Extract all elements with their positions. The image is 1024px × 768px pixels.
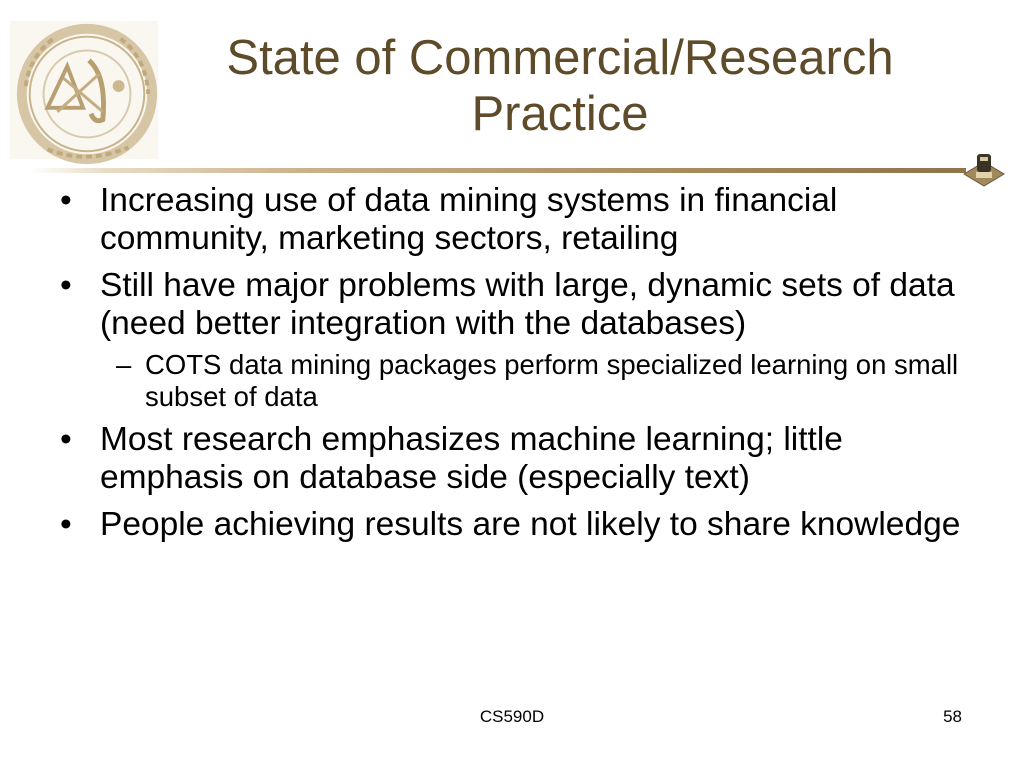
sub-bullet-dash: – (116, 349, 132, 380)
title-divider (30, 168, 966, 173)
bullet-item (58, 506, 988, 544)
bullet-item (58, 267, 988, 343)
sub-bullet-text: COTS data mining packages perform specialized learning on small subset of data (145, 349, 959, 412)
bullet-text: People achieving results are not likely to share knowledge (100, 506, 961, 543)
bullet-dot: • (60, 182, 72, 219)
slide-title (150, 30, 970, 142)
slide-body (58, 182, 988, 553)
sub-bullet-item (100, 349, 988, 413)
slide-title-line-1: State of Commercial/Research (226, 31, 894, 85)
bullet-item (58, 182, 988, 258)
bullet-dot: • (60, 421, 72, 458)
slide-title-line-2: Practice (471, 87, 649, 141)
footer-page-number: 58 (943, 707, 962, 726)
bullet-text: Most research emphasizes machine learning; little emphasis on database side (especially text) (100, 421, 843, 496)
bullet-text: Increasing use of data mining systems in financial community, marketing sectors, retailing (100, 182, 838, 257)
bullet-item (58, 421, 988, 497)
bullet-dot: • (60, 506, 72, 543)
bullet-text: Still have major problems with large, dynamic sets of data (need better integration with the databases) (100, 267, 955, 342)
footer-course: CS590D (479, 707, 545, 726)
bullet-dot: • (60, 267, 72, 304)
university-seal-logo (8, 16, 166, 166)
